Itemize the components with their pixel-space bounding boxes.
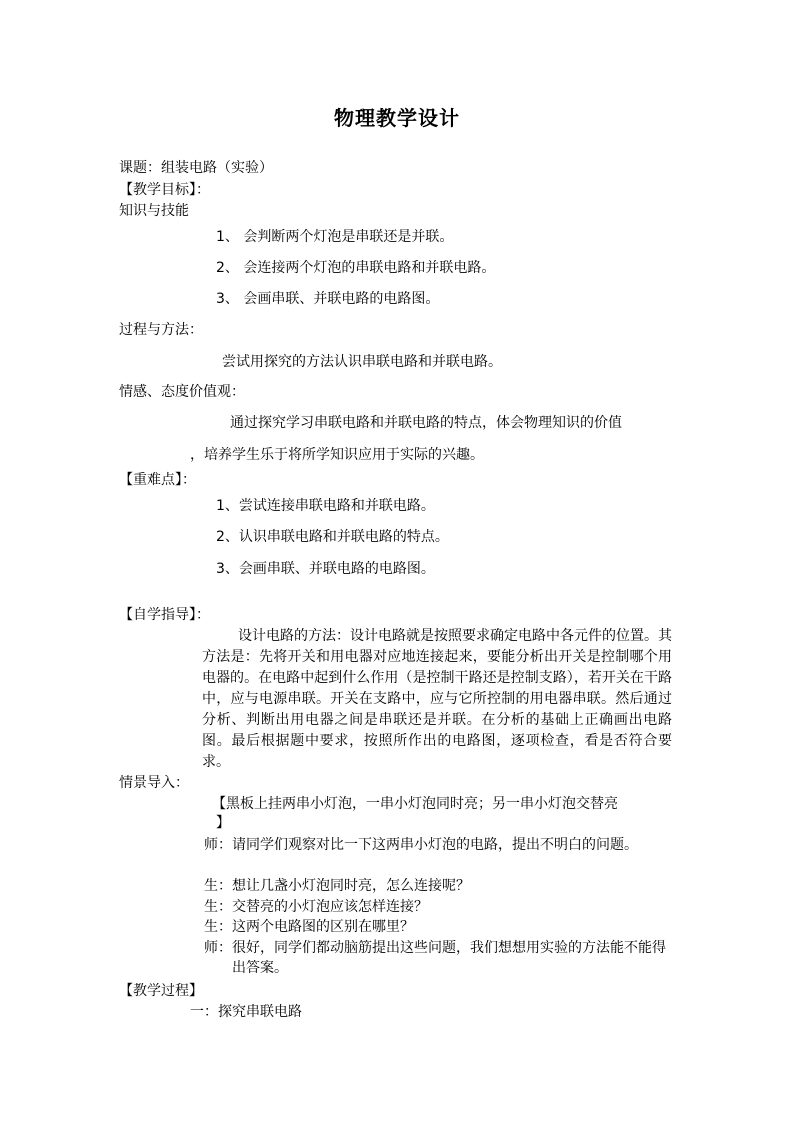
key-point-2: 2、认识串联电路和并联电路的特点。 (216, 529, 449, 545)
heading-scenario: 情景导入： (119, 775, 189, 791)
heading-emotion-values: 情感、态度价值观： (119, 384, 245, 400)
heading-self-study: 【自学指导】： (119, 607, 210, 623)
heading-process-methods: 过程与方法： (119, 322, 203, 338)
dialog-line (204, 917, 674, 937)
scenario-bracket-line-1: 【黑板上挂两串小灯泡，一串小灯泡同时亮；另一串小灯泡交替亮 (212, 796, 618, 812)
teaching-process-step-1: 一：探究串联电路 (190, 1004, 302, 1020)
lesson-topic: 课题：组装电路（实验） (119, 160, 273, 176)
dialog-line (204, 835, 674, 855)
dialog-line (204, 938, 674, 978)
self-study-paragraph: 设计电路的方法：设计电路就是按照要求确定电路中各元件的位置。其方法是：先将开关和用电器对应地连接起来，要能分析出开关是控制哪个用电器的。在电路中起到什么作用（是控制干路还是控制支路），若开关在干路中，应与电源串联。开关在支路中，应与它所控制的用电器串联。然后通过分析、判断出用电器之间是串联还是并联。在分析的基础上正确画出电路图。最后根据题中要求，按照所作出的电路图，逐项检查，看是否符合要求。 (202, 628, 672, 770)
dialog-text: 这两个电路图的区别在哪里？ (232, 919, 414, 935)
key-point-3: 3、会画串联、并联电路的电路图。 (216, 561, 435, 577)
dialog-speaker: 生： (204, 878, 232, 894)
dialog-text: 很好，同学们都动脑筋提出这些问题，我们想想用实验的方法能不能得出答案。 (232, 940, 666, 976)
dialog-text: 交替亮的小灯泡应该怎样连接？ (232, 899, 428, 915)
dialog-speaker: 师： (204, 837, 232, 853)
dialog-line (204, 876, 674, 896)
heading-key-points: 【重难点】： (119, 472, 196, 488)
knowledge-item-2: 2、 会连接两个灯泡的串联电路和并联电路。 (216, 260, 496, 276)
heading-teaching-process: 【教学过程】 (119, 983, 203, 999)
emotion-text-line-2: ，培养学生乐于将所学知识应用于实际的兴趣。 (190, 447, 484, 463)
dialog-line (204, 897, 674, 917)
dialog-text: 请同学们观察对比一下这两串小灯泡的电路，提出不明白的问题。 (232, 837, 638, 853)
process-methods-text: 尝试用探究的方法认识串联电路和并联电路。 (222, 354, 502, 370)
heading-teaching-goals: 【教学目标】： (119, 182, 210, 198)
key-point-1: 1、尝试连接串联电路和并联电路。 (216, 498, 435, 514)
emotion-text-line-1: 通过探究学习串联电路和并联电路的特点，体会物理知识的价值 (230, 415, 622, 431)
document-title: 物理教学设计 (334, 106, 460, 130)
knowledge-item-3: 3、 会画串联、并联电路的电路图。 (216, 291, 440, 307)
knowledge-item-1: 1、 会判断两个灯泡是串联还是并联。 (216, 229, 454, 245)
heading-knowledge-skills: 知识与技能 (119, 203, 189, 219)
scenario-bracket-line-2: 】 (216, 815, 230, 831)
dialog-speaker: 生： (204, 919, 232, 935)
dialog-speaker: 生： (204, 899, 232, 915)
dialog-speaker: 师： (204, 940, 232, 956)
dialog-text: 想让几盏小灯泡同时亮，怎么连接呢？ (232, 878, 470, 894)
